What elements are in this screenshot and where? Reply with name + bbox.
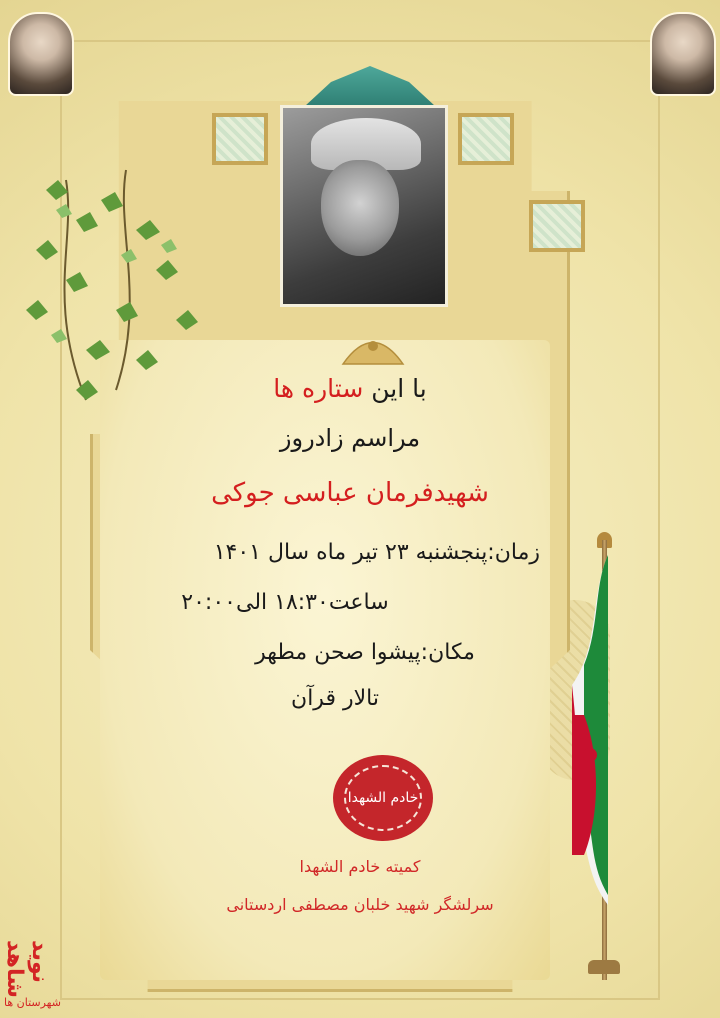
watermark-subtitle: شهرستان ها bbox=[4, 996, 61, 1009]
martyr-name: شهیدفرمان عباسی جوکی bbox=[211, 478, 489, 508]
footer-committee: کمیته خادم الشهدا bbox=[299, 857, 421, 876]
tile-ornament bbox=[529, 200, 585, 252]
khadem-shohada-seal-icon bbox=[333, 755, 433, 841]
hall-line: تالار قرآن bbox=[291, 686, 379, 711]
footer-dedication: سرلشگر شهید خلبان مصطفی اردستانی bbox=[226, 895, 494, 914]
time-line: زمان:پنجشنبه ۲۳ تیر ماه سال ۱۴۰۱ bbox=[213, 540, 540, 565]
headline-highlight: ستاره ها bbox=[273, 374, 364, 403]
seal-text: خادم الشهدا bbox=[344, 765, 422, 831]
tile-ornament bbox=[458, 113, 514, 165]
event-title: مراسم زادروز bbox=[279, 424, 421, 452]
headline bbox=[140, 374, 560, 403]
headline-prefix: با این bbox=[371, 374, 427, 403]
ivy-leaves-icon bbox=[6, 160, 216, 410]
place-line: مکان:پیشوا صحن مطهر bbox=[255, 640, 475, 665]
iran-flag-icon bbox=[570, 555, 610, 905]
martyr-photo bbox=[280, 105, 448, 307]
hour-line: ساعت۱۸:۳۰ الی۲۰:۰۰ bbox=[181, 590, 389, 615]
tile-ornament bbox=[212, 113, 268, 165]
navid-shahed-logo: نوید شاهد bbox=[2, 940, 52, 998]
photo-face bbox=[321, 160, 399, 256]
portrait-right bbox=[650, 12, 716, 96]
flag-base bbox=[588, 960, 620, 974]
portrait-left bbox=[8, 12, 74, 96]
ornament-crown-icon bbox=[338, 326, 408, 366]
